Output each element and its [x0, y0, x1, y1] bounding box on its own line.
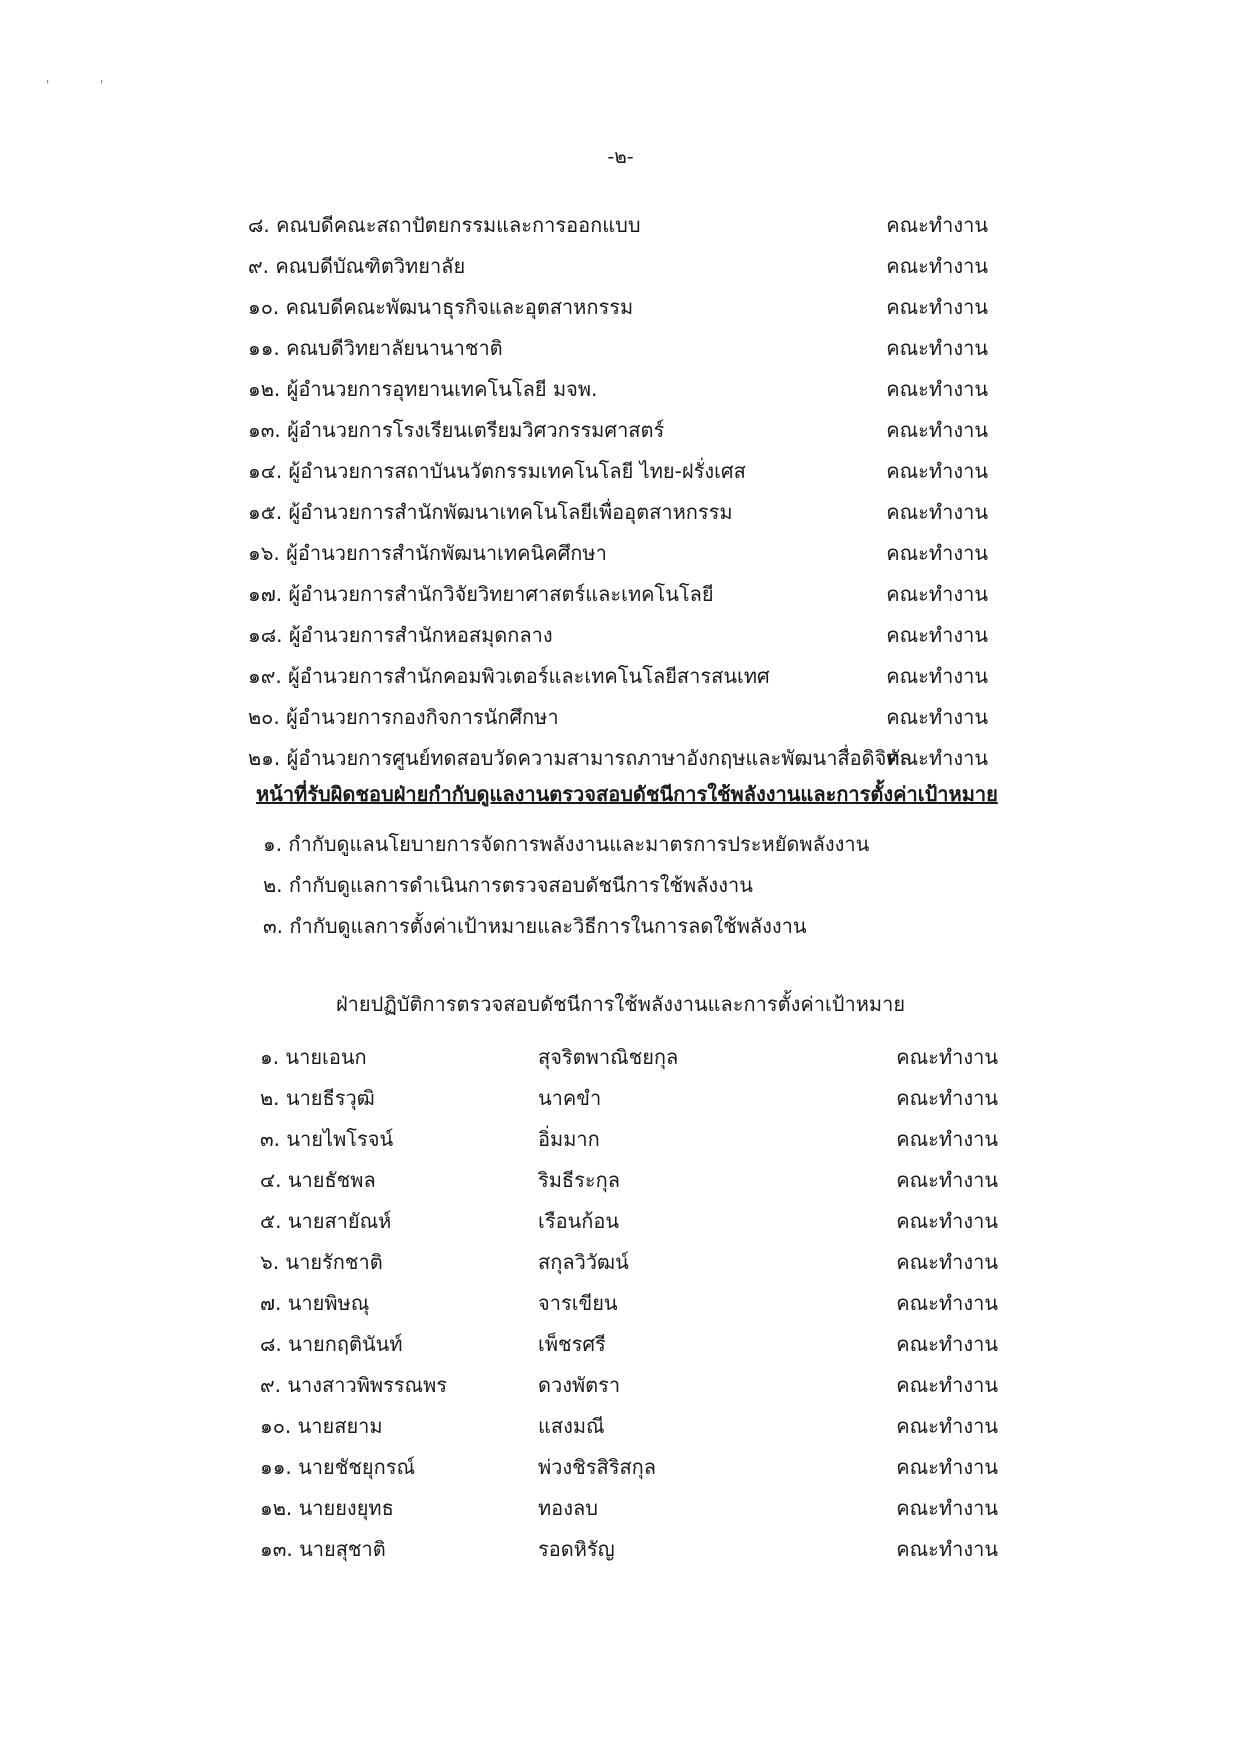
- member-last-name: อิ่มมาก: [538, 1127, 600, 1151]
- committee-list: [248, 205, 988, 779]
- member-last-name: เพ็ชรศรี: [538, 1332, 606, 1356]
- member-first-name: ๓. นายไพโรจน์: [260, 1127, 394, 1151]
- committee-row: [248, 287, 988, 328]
- committee-member-name: ๑๒. ผู้อำนวยการอุทยานเทคโนโลยี มจพ.: [248, 377, 598, 401]
- member-role: คณะทำงาน: [896, 1332, 998, 1356]
- committee-row: [248, 410, 988, 451]
- member-role: คณะทำงาน: [896, 1168, 998, 1192]
- committee-row: [248, 615, 988, 656]
- committee-role: คณะทำงาน: [886, 459, 988, 483]
- member-first-name: ๑. นายเอนก: [260, 1045, 367, 1069]
- duties-list: [263, 824, 869, 947]
- committee-row: [248, 492, 988, 533]
- member-first-name: ๖. นายรักชาติ: [260, 1250, 383, 1274]
- member-last-name: สุจริตพาณิชยกุล: [538, 1045, 679, 1069]
- duty-item: ๓. กำกับดูแลการตั้งค่าเป้าหมายและวิธีการในการลดใช้พลังงาน: [263, 914, 807, 938]
- committee-member-name: ๑๕. ผู้อำนวยการสำนักพัฒนาเทคโนโลยีเพื่ออุตสาหกรรม: [248, 500, 733, 524]
- member-row: [260, 1078, 998, 1119]
- committee-member-name: ๑๐. คณบดีคณะพัฒนาธุรกิจและอุตสาหกรรม: [248, 295, 634, 319]
- member-first-name: ๗. นายพิษณุ: [260, 1291, 370, 1315]
- member-row: [260, 1447, 998, 1488]
- member-row: [260, 1037, 998, 1078]
- member-first-name: ๙. นางสาวพิพรรณพร: [260, 1373, 448, 1397]
- member-last-name: จารเขียน: [538, 1291, 618, 1315]
- committee-row: [248, 533, 988, 574]
- committee-role: คณะทำงาน: [886, 705, 988, 729]
- committee-member-name: ๙. คณบดีบัณฑิตวิทยาลัย: [248, 254, 466, 278]
- committee-role: คณะทำงาน: [886, 541, 988, 565]
- member-last-name: ริมธีระกุล: [538, 1168, 620, 1192]
- committee-member-name: ๑๔. ผู้อำนวยการสถาบันนวัตกรรมเทคโนโลยี ไทย-ฝรั่งเศส: [248, 459, 746, 483]
- duties-heading: หน้าที่รับผิดชอบฝ่ายกำกับดูแลงานตรวจสอบดัชนีการใช้พลังงานและการตั้งค่าเป้าหมาย: [256, 782, 998, 806]
- member-role: คณะทำงาน: [896, 1414, 998, 1438]
- member-row: [260, 1406, 998, 1447]
- committee-member-name: ๑๓. ผู้อำนวยการโรงเรียนเตรียมวิศวกรรมศาสตร์: [248, 418, 665, 442]
- committee-role: คณะทำงาน: [886, 254, 988, 278]
- committee-member-name: ๒๐. ผู้อำนวยการกองกิจการนักศึกษา: [248, 705, 559, 729]
- member-last-name: ดวงพัตรา: [538, 1373, 621, 1397]
- page-number: -๒-: [607, 146, 634, 168]
- committee-member-name: ๒๑. ผู้อำนวยการศูนย์ทดสอบวัดความสามารถภาษาอังกฤษและพัฒนาสื่อดิจิทัล: [248, 746, 912, 770]
- member-first-name: ๔. นายธัชพล: [260, 1168, 376, 1192]
- member-last-name: เรือนก้อน: [538, 1209, 620, 1233]
- member-row: [260, 1365, 998, 1406]
- committee-role: คณะทำงาน: [886, 664, 988, 688]
- committee-row: [248, 656, 988, 697]
- members-list: [260, 1037, 998, 1570]
- committee-member-name: ๑๗. ผู้อำนวยการสำนักวิจัยวิทยาศาสตร์และเทคโนโลยี: [248, 582, 714, 606]
- committee-role: คณะทำงาน: [886, 213, 988, 237]
- member-row: [260, 1119, 998, 1160]
- member-role: คณะทำงาน: [896, 1127, 998, 1151]
- committee-role: คณะทำงาน: [886, 623, 988, 647]
- member-last-name: รอดหิรัญ: [538, 1537, 615, 1561]
- member-row: [260, 1283, 998, 1324]
- duty-item: ๒. กำกับดูแลการดำเนินการตรวจสอบดัชนีการใช้พลังงาน: [263, 873, 753, 897]
- committee-role: คณะทำงาน: [886, 336, 988, 360]
- member-first-name: ๘. นายกฤตินันท์: [260, 1332, 403, 1356]
- committee-role: คณะทำงาน: [886, 295, 988, 319]
- member-role: คณะทำงาน: [896, 1373, 998, 1397]
- member-row: [260, 1242, 998, 1283]
- committee-member-name: ๑๘. ผู้อำนวยการสำนักหอสมุดกลาง: [248, 623, 553, 647]
- member-role: คณะทำงาน: [896, 1455, 998, 1479]
- member-last-name: พ่วงชิรสิริสกุล: [538, 1455, 657, 1479]
- member-row: [260, 1324, 998, 1365]
- member-first-name: ๕. นายสายัณห์: [260, 1209, 392, 1233]
- member-first-name: ๑๐. นายสยาม: [260, 1414, 383, 1438]
- committee-row: [248, 451, 988, 492]
- committee-role: คณะทำงาน: [886, 418, 988, 442]
- committee-role: คณะทำงาน: [886, 500, 988, 524]
- scan-artifact: ': [100, 78, 104, 92]
- member-role: คณะทำงาน: [896, 1086, 998, 1110]
- member-role: คณะทำงาน: [896, 1291, 998, 1315]
- committee-row: [248, 246, 988, 287]
- duty-item: ๑. กำกับดูแลนโยบายการจัดการพลังงานและมาตรการประหยัดพลังงาน: [263, 832, 870, 856]
- member-first-name: ๑๑. นายชัชยุกรณ์: [260, 1455, 415, 1479]
- committee-role: คณะทำงาน: [886, 582, 988, 606]
- committee-row: [248, 328, 988, 369]
- member-last-name: นาคขำ: [538, 1086, 602, 1110]
- committee-row: [248, 369, 988, 410]
- member-role: คณะทำงาน: [896, 1209, 998, 1233]
- member-last-name: ทองลบ: [538, 1496, 598, 1520]
- committee-member-name: ๑๖. ผู้อำนวยการสำนักพัฒนาเทคนิคศึกษา: [248, 541, 607, 565]
- member-last-name: สกุลวิวัฒน์: [538, 1250, 629, 1274]
- committee-row: [248, 738, 988, 779]
- committee-member-name: ๘. คณบดีคณะสถาปัตยกรรมและการออกแบบ: [248, 213, 641, 237]
- member-role: คณะทำงาน: [896, 1537, 998, 1561]
- committee-member-name: ๑๙. ผู้อำนวยการสำนักคอมพิวเตอร์และเทคโนโลยีสารสนเทศ: [248, 664, 770, 688]
- member-role: คณะทำงาน: [896, 1496, 998, 1520]
- member-row: [260, 1160, 998, 1201]
- member-first-name: ๒. นายธีรวุฒิ: [260, 1086, 375, 1110]
- member-row: [260, 1488, 998, 1529]
- committee-role: คณะทำงาน: [886, 746, 988, 770]
- member-row: [260, 1529, 998, 1570]
- member-last-name: แสงมณี: [538, 1414, 605, 1438]
- scan-artifact: ': [46, 78, 50, 92]
- member-first-name: ๑๒. นายยงยุทธ: [260, 1496, 394, 1520]
- committee-row: [248, 205, 988, 246]
- section-title: ฝ่ายปฏิบัติการตรวจสอบดัชนีการใช้พลังงานและการตั้งค่าเป้าหมาย: [335, 992, 906, 1016]
- member-row: [260, 1201, 998, 1242]
- member-first-name: ๑๓. นายสุชาติ: [260, 1537, 386, 1561]
- member-role: คณะทำงาน: [896, 1045, 998, 1069]
- committee-row: [248, 574, 988, 615]
- member-role: คณะทำงาน: [896, 1250, 998, 1274]
- committee-member-name: ๑๑. คณบดีวิทยาลัยนานาชาติ: [248, 336, 503, 360]
- committee-role: คณะทำงาน: [886, 377, 988, 401]
- committee-row: [248, 697, 988, 738]
